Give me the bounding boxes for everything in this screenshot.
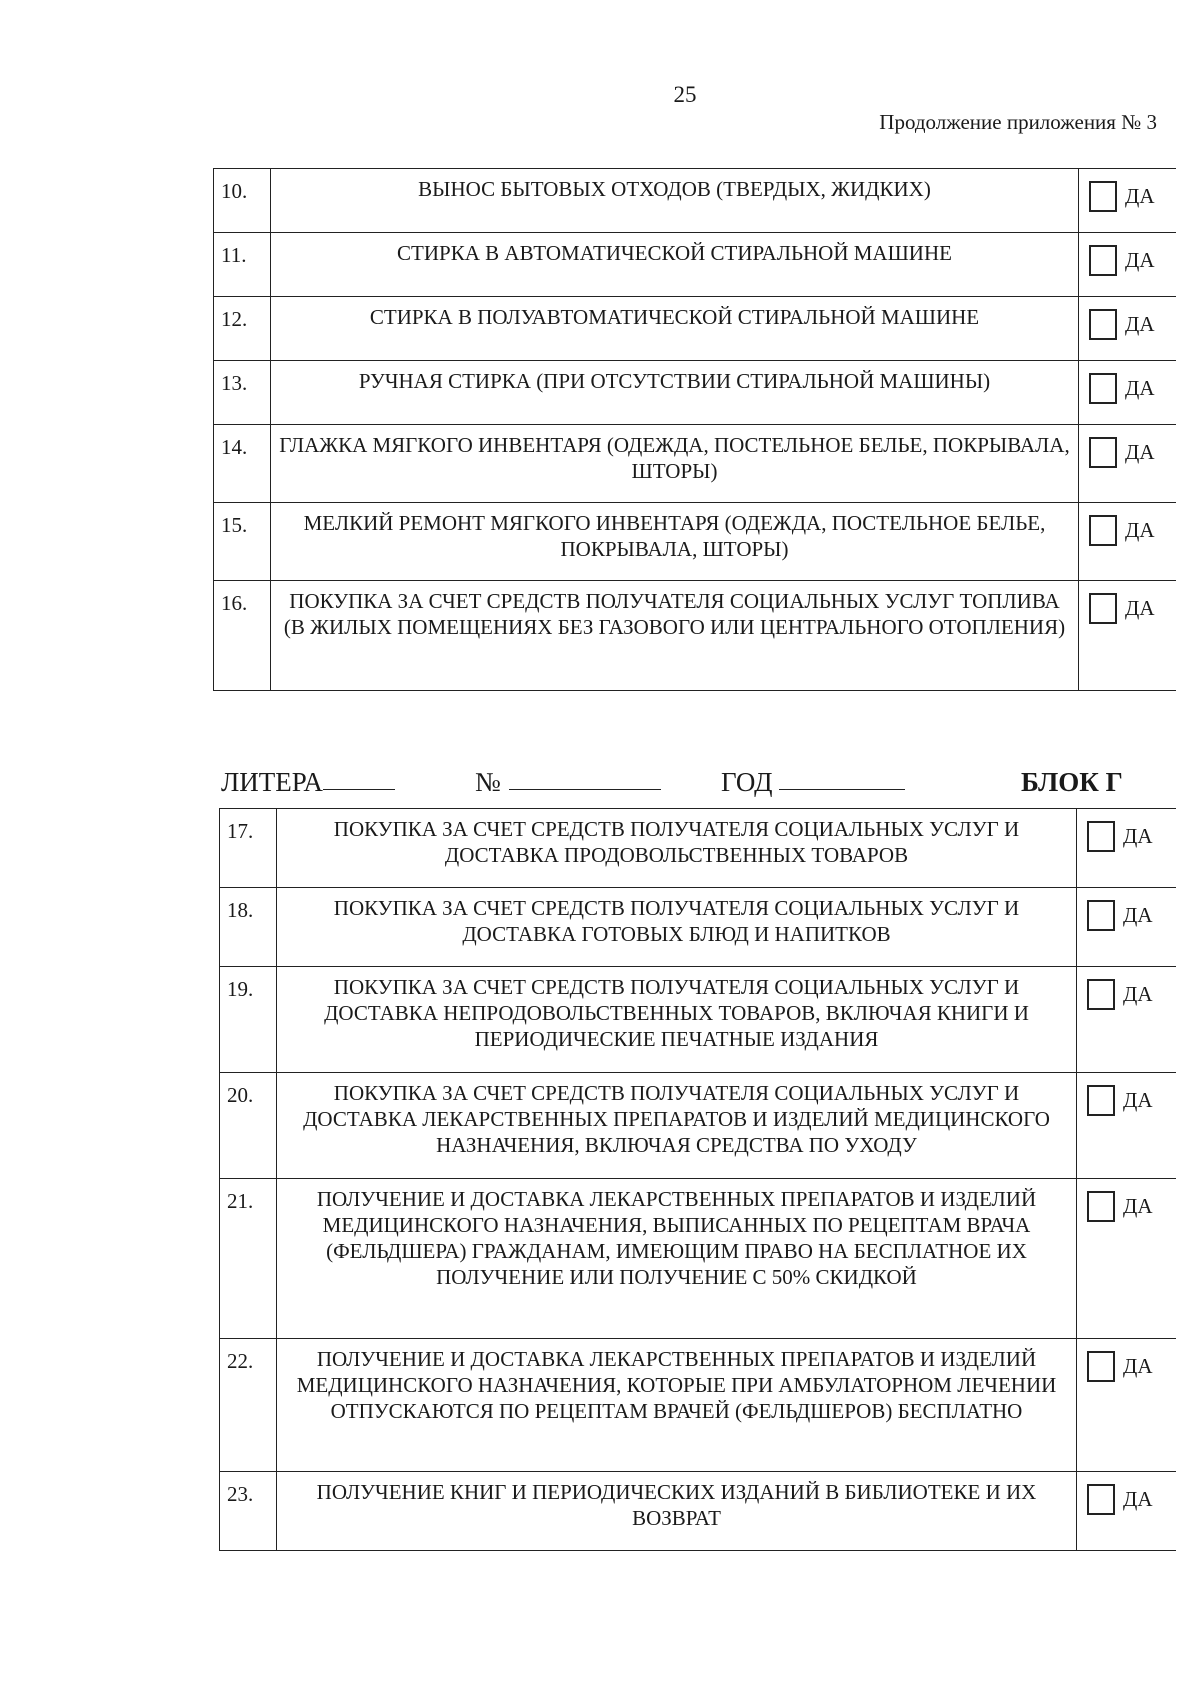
year-label: ГОД [721,767,773,797]
yes-checkbox[interactable] [1087,1351,1115,1382]
yes-label: ДА [1123,1194,1153,1218]
yes-label: ДА [1123,1088,1153,1112]
service-description: ПОКУПКА ЗА СЧЕТ СРЕДСТВ ПОЛУЧАТЕЛЯ СОЦИАЛЬНЫХ УСЛУГ ТОПЛИВА (В ЖИЛЫХ ПОМЕЩЕНИЯХ БЕЗ ГАЗОВОГО ИЛИ ЦЕНТРАЛЬНОГО ОТОПЛЕНИЯ) [271,581,1079,691]
yes-checkbox[interactable] [1087,979,1115,1010]
yes-label: ДА [1125,518,1155,542]
yes-label: ДА [1123,903,1153,927]
yes-checkbox[interactable] [1087,821,1115,852]
table-row [214,503,1176,581]
table-row [220,888,1176,967]
table-row [214,361,1176,425]
litera-label: ЛИТЕРА [221,767,323,797]
table-row [214,297,1176,361]
yes-checkbox[interactable] [1087,1191,1115,1222]
row-number: 18. [220,888,277,967]
services-table-continued [213,168,1176,691]
yes-label: ДА [1123,1487,1153,1511]
yes-label: ДА [1125,248,1155,272]
yes-label: ДА [1125,376,1155,400]
yes-label: ДА [1125,440,1155,464]
yes-label: ДА [1125,312,1155,336]
yes-label: ДА [1125,596,1155,620]
row-number: 23. [220,1472,277,1551]
number-label: № [475,767,501,797]
row-number: 14. [214,425,271,503]
block-header [221,767,1141,803]
table-row [220,1339,1176,1472]
yes-checkbox[interactable] [1087,900,1115,931]
row-number: 16. [214,581,271,691]
table-row [220,967,1176,1073]
yes-checkbox[interactable] [1089,437,1117,468]
service-description: ПОЛУЧЕНИЕ И ДОСТАВКА ЛЕКАРСТВЕННЫХ ПРЕПАРАТОВ И ИЗДЕЛИЙ МЕДИЦИНСКОГО НАЗНАЧЕНИЯ, ВЫПИСАННЫХ ПО РЕЦЕПТАМ ВРАЧА (ФЕЛЬДШЕРА) ГРАЖДАНАМ, ИМЕЮЩИМ ПРАВО НА БЕСПЛАТНОЕ ИХ ПОЛУЧЕНИЕ ИЛИ ПОЛУЧЕНИЕ С 50% СКИДКОЙ [277,1179,1077,1339]
service-description: СТИРКА В АВТОМАТИЧЕСКОЙ СТИРАЛЬНОЙ МАШИНЕ [271,233,1079,297]
row-number: 17. [220,809,277,888]
row-number: 20. [220,1073,277,1179]
table-row [214,581,1176,691]
table-row [220,1073,1176,1179]
service-description: МЕЛКИЙ РЕМОНТ МЯГКОГО ИНВЕНТАРЯ (ОДЕЖДА, ПОСТЕЛЬНОЕ БЕЛЬЕ, ПОКРЫВАЛА, ШТОРЫ) [271,503,1079,581]
row-number: 13. [214,361,271,425]
yes-checkbox[interactable] [1087,1484,1115,1515]
service-description: РУЧНАЯ СТИРКА (ПРИ ОТСУТСТВИИ СТИРАЛЬНОЙ МАШИНЫ) [271,361,1079,425]
row-number: 10. [214,169,271,233]
service-description: СТИРКА В ПОЛУАВТОМАТИЧЕСКОЙ СТИРАЛЬНОЙ МАШИНЕ [271,297,1079,361]
number-field[interactable] [509,767,661,790]
service-description: ПОЛУЧЕНИЕ И ДОСТАВКА ЛЕКАРСТВЕННЫХ ПРЕПАРАТОВ И ИЗДЕЛИЙ МЕДИЦИНСКОГО НАЗНАЧЕНИЯ, КОТОРЫЕ ПРИ АМБУЛАТОРНОМ ЛЕЧЕНИИ ОТПУСКАЮТСЯ ПО РЕЦЕПТАМ ВРАЧЕЙ (ФЕЛЬДШЕРОВ) БЕСПЛАТНО [277,1339,1077,1472]
table-row [220,809,1176,888]
services-table-block-g [219,808,1176,1551]
yes-label: ДА [1123,982,1153,1006]
year-field[interactable] [779,767,905,790]
service-description: ПОЛУЧЕНИЕ КНИГ И ПЕРИОДИЧЕСКИХ ИЗДАНИЙ В БИБЛИОТЕКЕ И ИХ ВОЗВРАТ [277,1472,1077,1551]
block-name: БЛОК Г [1021,767,1123,797]
yes-label: ДА [1123,1354,1153,1378]
service-description: ГЛАЖКА МЯГКОГО ИНВЕНТАРЯ (ОДЕЖДА, ПОСТЕЛЬНОЕ БЕЛЬЕ, ПОКРЫВАЛА, ШТОРЫ) [271,425,1079,503]
table-row [214,233,1176,297]
table-row [220,1472,1176,1551]
service-description: ВЫНОС БЫТОВЫХ ОТХОДОВ (ТВЕРДЫХ, ЖИДКИХ) [271,169,1079,233]
yes-checkbox[interactable] [1089,515,1117,546]
service-description: ПОКУПКА ЗА СЧЕТ СРЕДСТВ ПОЛУЧАТЕЛЯ СОЦИАЛЬНЫХ УСЛУГ И ДОСТАВКА ЛЕКАРСТВЕННЫХ ПРЕПАРАТОВ И ИЗДЕЛИЙ МЕДИЦИНСКОГО НАЗНАЧЕНИЯ, ВКЛЮЧАЯ СРЕДСТВА ПО УХОДУ [277,1073,1077,1179]
yes-checkbox[interactable] [1089,309,1117,340]
row-number: 21. [220,1179,277,1339]
row-number: 15. [214,503,271,581]
page-number: 25 [673,82,697,107]
service-description: ПОКУПКА ЗА СЧЕТ СРЕДСТВ ПОЛУЧАТЕЛЯ СОЦИАЛЬНЫХ УСЛУГ И ДОСТАВКА ПРОДОВОЛЬСТВЕННЫХ ТОВАРОВ [277,809,1077,888]
table-row [214,169,1176,233]
yes-label: ДА [1123,824,1153,848]
yes-checkbox[interactable] [1089,181,1117,212]
litera-field[interactable] [323,767,395,790]
row-number: 22. [220,1339,277,1472]
row-number: 19. [220,967,277,1073]
row-number: 12. [214,297,271,361]
table-row [214,425,1176,503]
service-description: ПОКУПКА ЗА СЧЕТ СРЕДСТВ ПОЛУЧАТЕЛЯ СОЦИАЛЬНЫХ УСЛУГ И ДОСТАВКА ГОТОВЫХ БЛЮД И НАПИТКОВ [277,888,1077,967]
row-number: 11. [214,233,271,297]
service-description: ПОКУПКА ЗА СЧЕТ СРЕДСТВ ПОЛУЧАТЕЛЯ СОЦИАЛЬНЫХ УСЛУГ И ДОСТАВКА НЕПРОДОВОЛЬСТВЕННЫХ ТОВАРОВ, ВКЛЮЧАЯ КНИГИ И ПЕРИОДИЧЕСКИЕ ПЕЧАТНЫЕ ИЗДАНИЯ [277,967,1077,1073]
table-row [220,1179,1176,1339]
yes-checkbox[interactable] [1087,1085,1115,1116]
continuation-note: Продолжение приложения № 3 [879,110,1157,134]
yes-label: ДА [1125,184,1155,208]
yes-checkbox[interactable] [1089,245,1117,276]
yes-checkbox[interactable] [1089,373,1117,404]
yes-checkbox[interactable] [1089,593,1117,624]
